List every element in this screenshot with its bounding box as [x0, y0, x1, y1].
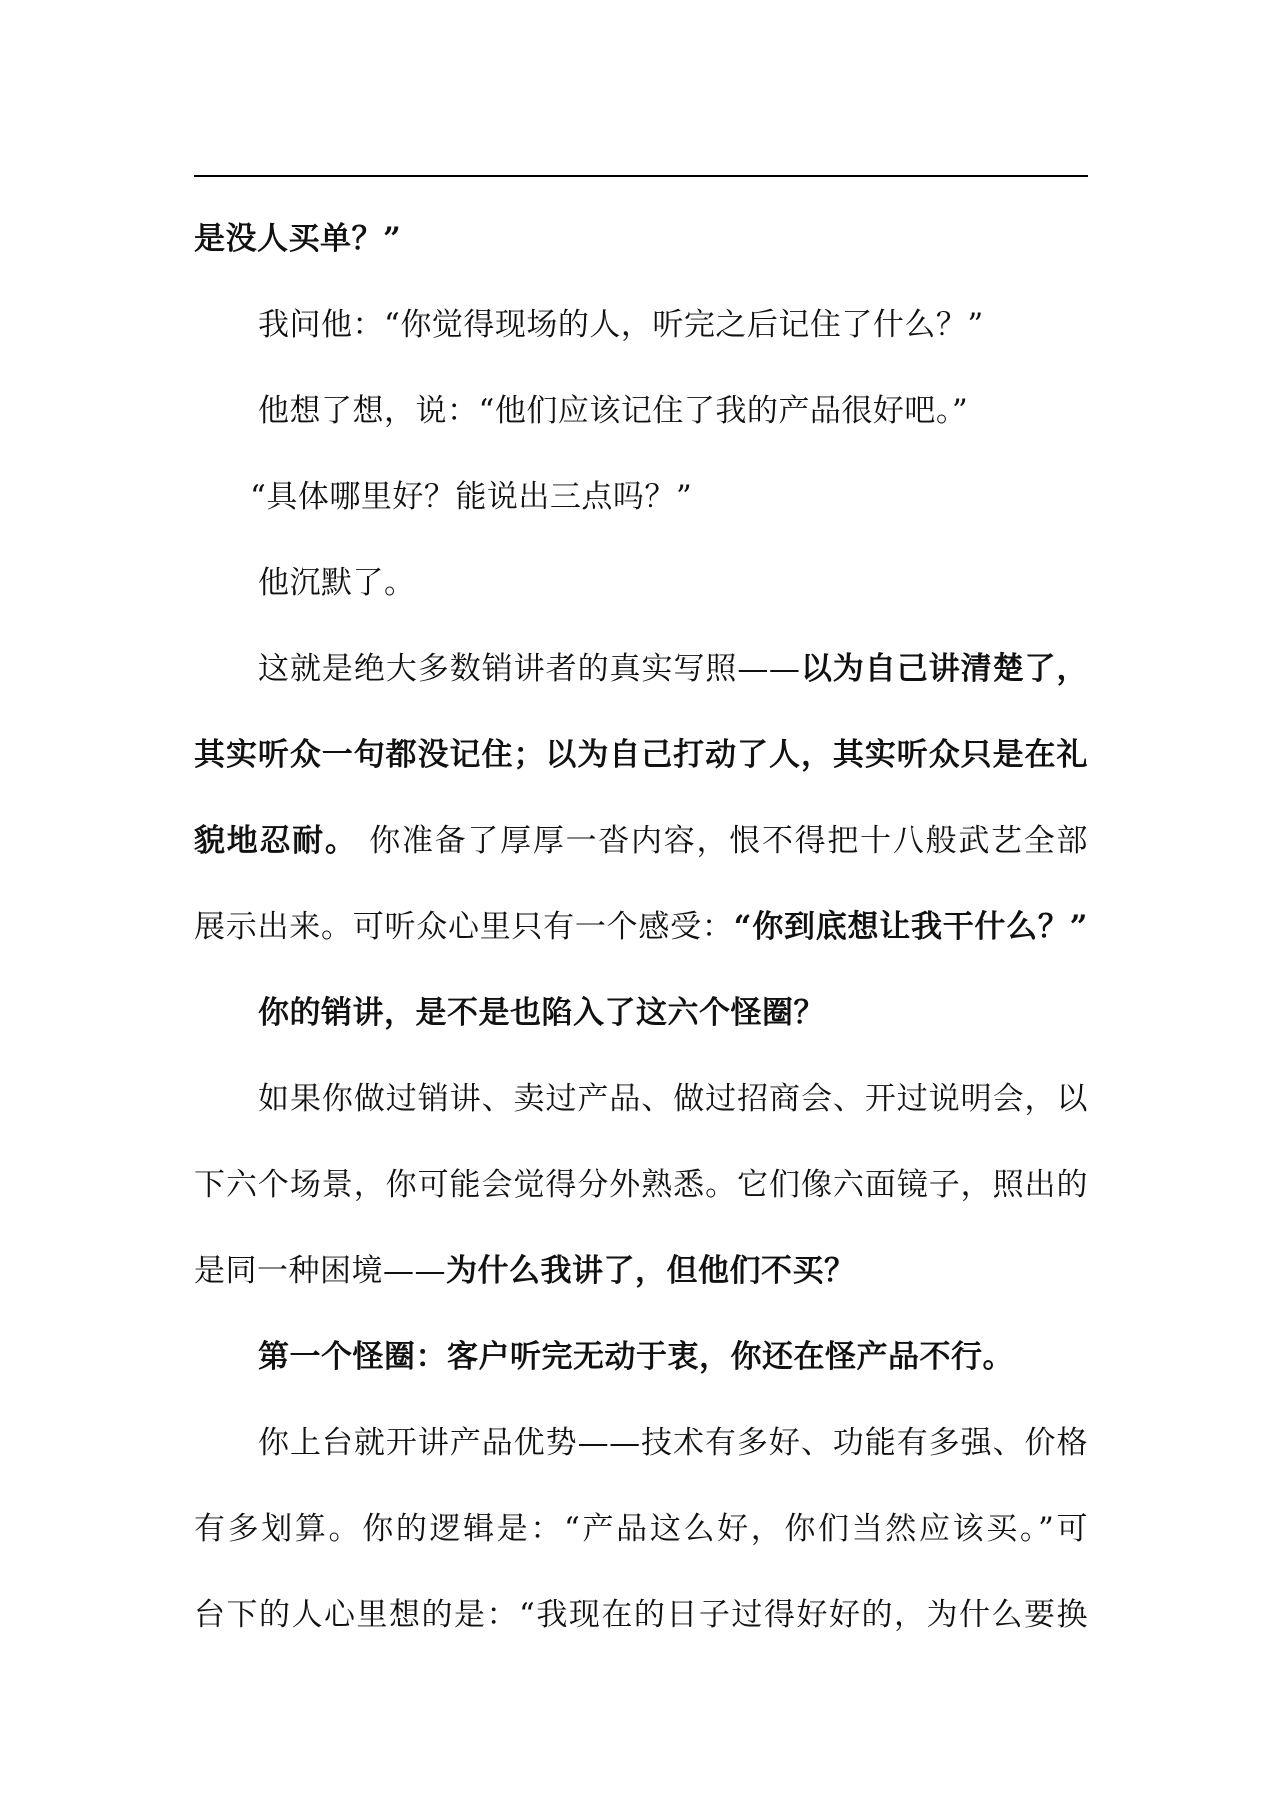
paragraph-line [194, 1056, 1088, 1142]
text-segment: “你到底想让我干什么？” [733, 909, 1088, 945]
paragraph-line [194, 196, 1088, 282]
paragraph-line [194, 454, 1088, 540]
text-segment: 台下的人心里想的是：“我现在的日子过得好好的，为什么要换 [194, 1597, 1088, 1633]
header-rule [194, 175, 1088, 177]
text-segment: 以为自己讲清楚了， [800, 651, 1088, 687]
text-segment: 这就是绝大多数销讲者的真实写照—— [258, 651, 801, 687]
text-segment: 第一个怪圈：客户听完无动于衷，你还在怪产品不行。 [258, 1339, 1014, 1375]
paragraph-line [194, 1228, 1088, 1314]
paragraph-line [194, 1400, 1088, 1486]
text-segment: 我问他：“你觉得现场的人，听完之后记住了什么？” [258, 307, 984, 343]
text-segment: 其实听众一句都没记住；以为自己打动了人，其实听众只是在礼 [194, 737, 1088, 773]
paragraph-line [194, 626, 1088, 712]
text-segment: 下六个场景，你可能会觉得分外熟悉。它们像六面镜子，照出的 [194, 1167, 1088, 1203]
paragraph-line [194, 1486, 1088, 1572]
text-segment: 他沉默了。 [258, 565, 416, 601]
text-segment: 是没人买单？” [194, 221, 402, 257]
paragraph-line [194, 712, 1088, 798]
text-segment: 他想了想，说：“他们应该记住了我的产品很好吧。” [258, 393, 969, 429]
paragraph-line [194, 1142, 1088, 1228]
text-segment: 貌地忍耐。 [194, 823, 358, 859]
paragraph-line [194, 282, 1088, 368]
paragraph-line [194, 368, 1088, 454]
body-text [194, 196, 1088, 1658]
text-segment: 如果你做过销讲、卖过产品、做过招商会、开过说明会，以 [258, 1081, 1088, 1117]
section-heading [194, 970, 1088, 1056]
text-segment: 你上台就开讲产品优势——技术有多好、功能有多强、价格 [258, 1425, 1088, 1461]
text-segment: 是同一种困境—— [194, 1253, 446, 1289]
text-segment: 为什么我讲了，但他们不买？ [446, 1253, 856, 1289]
text-segment: “具体哪里好？能说出三点吗？” [250, 479, 693, 515]
section-heading [194, 1314, 1088, 1400]
text-segment: 你准备了厚厚一沓内容，恨不得把十八般武艺全部 [357, 823, 1088, 859]
paragraph-line [194, 798, 1088, 884]
text-segment: 你的销讲，是不是也陷入了这六个怪圈？ [258, 995, 825, 1031]
paragraph-line [194, 1572, 1088, 1658]
paragraph-line [194, 884, 1088, 970]
paragraph-line [194, 540, 1088, 626]
text-segment: 有多划算。你的逻辑是：“产品这么好，你们当然应该买。”可 [194, 1511, 1088, 1547]
text-segment: 展示出来。可听众心里只有一个感受： [194, 909, 734, 945]
